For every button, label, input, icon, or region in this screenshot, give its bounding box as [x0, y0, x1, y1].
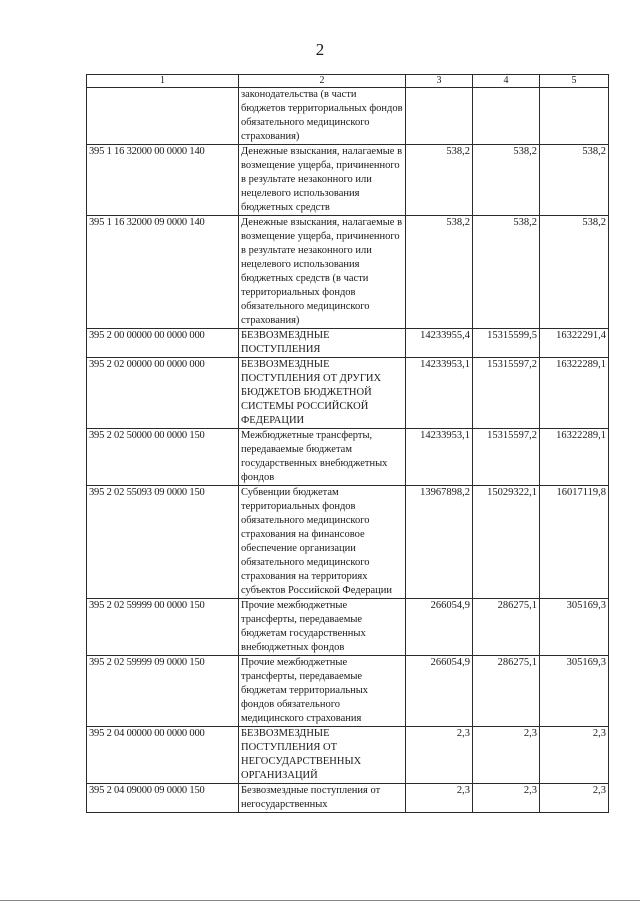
- budget-code-cell: 395 2 04 00000 00 0000 000: [87, 727, 239, 784]
- table-row: [87, 358, 609, 429]
- page-number: 2: [315, 40, 325, 59]
- description-cell: Денежные взыскания, налагаемые в возмещение ущерба, причиненного в результате незаконного или нецелевого использования бюджетных средств: [239, 145, 406, 216]
- table-row: [87, 599, 609, 656]
- description-cell: Денежные взыскания, налагаемые в возмещение ущерба, причиненного в результате незаконного или нецелевого использования бюджетных средств (в части территориальных фондов обязательного медицинского страхования): [239, 216, 406, 329]
- value-col5-cell: 305169,3: [540, 656, 609, 727]
- value-col3-cell: 2,3: [406, 727, 473, 784]
- table-row: [87, 656, 609, 727]
- budget-code-cell: 395 2 04 09000 09 0000 150: [87, 784, 239, 813]
- value-col4-cell: 15315599,5: [473, 329, 540, 358]
- column-header-4: 4: [473, 75, 540, 88]
- value-col4-cell: 286275,1: [473, 599, 540, 656]
- budget-code-cell: 395 2 02 50000 00 0000 150: [87, 429, 239, 486]
- value-col5-cell: 538,2: [540, 216, 609, 329]
- value-col5-cell: 16017119,8: [540, 486, 609, 599]
- budget-code-cell: 395 2 02 59999 00 0000 150: [87, 599, 239, 656]
- value-col3-cell: [406, 88, 473, 145]
- value-col4-cell: 538,2: [473, 145, 540, 216]
- column-header-1: 1: [87, 75, 239, 88]
- value-col4-cell: 538,2: [473, 216, 540, 329]
- page-bottom-edge: [0, 900, 640, 901]
- table-row: [87, 784, 609, 813]
- value-col4-cell: 2,3: [473, 784, 540, 813]
- table-row: [87, 429, 609, 486]
- description-cell: Субвенции бюджетам территориальных фондов обязательного медицинского страхования на финансовое обеспечение организации обязательного медицинского страхования на территориях субъектов Российской Федерации: [239, 486, 406, 599]
- description-cell: Межбюджетные трансферты, передаваемые бюджетам государственных внебюджетных фондов: [239, 429, 406, 486]
- table-row: [87, 88, 609, 145]
- table-row: [87, 216, 609, 329]
- column-header-5: 5: [540, 75, 609, 88]
- value-col5-cell: 2,3: [540, 727, 609, 784]
- description-cell: законодательства (в части бюджетов территориальных фондов обязательного медицинского страхования): [239, 88, 406, 145]
- value-col3-cell: 14233953,1: [406, 358, 473, 429]
- value-col5-cell: 2,3: [540, 784, 609, 813]
- value-col4-cell: 286275,1: [473, 656, 540, 727]
- value-col5-cell: [540, 88, 609, 145]
- budget-code-cell: 395 1 16 32000 00 0000 140: [87, 145, 239, 216]
- value-col3-cell: 2,3: [406, 784, 473, 813]
- value-col3-cell: 14233955,4: [406, 329, 473, 358]
- value-col4-cell: 15029322,1: [473, 486, 540, 599]
- description-cell: БЕЗВОЗМЕЗДНЫЕ ПОСТУПЛЕНИЯ ОТ НЕГОСУДАРСТВЕННЫХ ОРГАНИЗАЦИЙ: [239, 727, 406, 784]
- value-col3-cell: 13967898,2: [406, 486, 473, 599]
- budget-code-cell: [87, 88, 239, 145]
- description-cell: Безвозмездные поступления от негосударственных: [239, 784, 406, 813]
- budget-code-cell: 395 2 02 55093 09 0000 150: [87, 486, 239, 599]
- budget-code-cell: 395 1 16 32000 09 0000 140: [87, 216, 239, 329]
- value-col3-cell: 266054,9: [406, 599, 473, 656]
- budget-code-cell: 395 2 02 59999 09 0000 150: [87, 656, 239, 727]
- table-row: [87, 329, 609, 358]
- table-row: [87, 486, 609, 599]
- value-col3-cell: 538,2: [406, 216, 473, 329]
- value-col4-cell: 15315597,2: [473, 358, 540, 429]
- column-header-3: 3: [406, 75, 473, 88]
- value-col5-cell: 16322289,1: [540, 429, 609, 486]
- table-row: [87, 145, 609, 216]
- description-cell: Прочие межбюджетные трансферты, передаваемые бюджетам государственных внебюджетных фондов: [239, 599, 406, 656]
- description-cell: БЕЗВОЗМЕЗДНЫЕ ПОСТУПЛЕНИЯ: [239, 329, 406, 358]
- value-col3-cell: 538,2: [406, 145, 473, 216]
- description-cell: Прочие межбюджетные трансферты, передаваемые бюджетам территориальных фондов обязательного медицинского страхования: [239, 656, 406, 727]
- value-col3-cell: 14233953,1: [406, 429, 473, 486]
- column-header-2: 2: [239, 75, 406, 88]
- value-col3-cell: 266054,9: [406, 656, 473, 727]
- description-cell: БЕЗВОЗМЕЗДНЫЕ ПОСТУПЛЕНИЯ ОТ ДРУГИХ БЮДЖЕТОВ БЮДЖЕТНОЙ СИСТЕМЫ РОССИЙСКОЙ ФЕДЕРАЦИИ: [239, 358, 406, 429]
- table-row: [87, 727, 609, 784]
- value-col5-cell: 16322291,4: [540, 329, 609, 358]
- value-col5-cell: 16322289,1: [540, 358, 609, 429]
- value-col4-cell: 2,3: [473, 727, 540, 784]
- table-header-row: [87, 75, 609, 88]
- value-col5-cell: 538,2: [540, 145, 609, 216]
- budget-revenue-table: [86, 74, 609, 813]
- budget-code-cell: 395 2 02 00000 00 0000 000: [87, 358, 239, 429]
- value-col4-cell: [473, 88, 540, 145]
- value-col4-cell: 15315597,2: [473, 429, 540, 486]
- value-col5-cell: 305169,3: [540, 599, 609, 656]
- budget-code-cell: 395 2 00 00000 00 0000 000: [87, 329, 239, 358]
